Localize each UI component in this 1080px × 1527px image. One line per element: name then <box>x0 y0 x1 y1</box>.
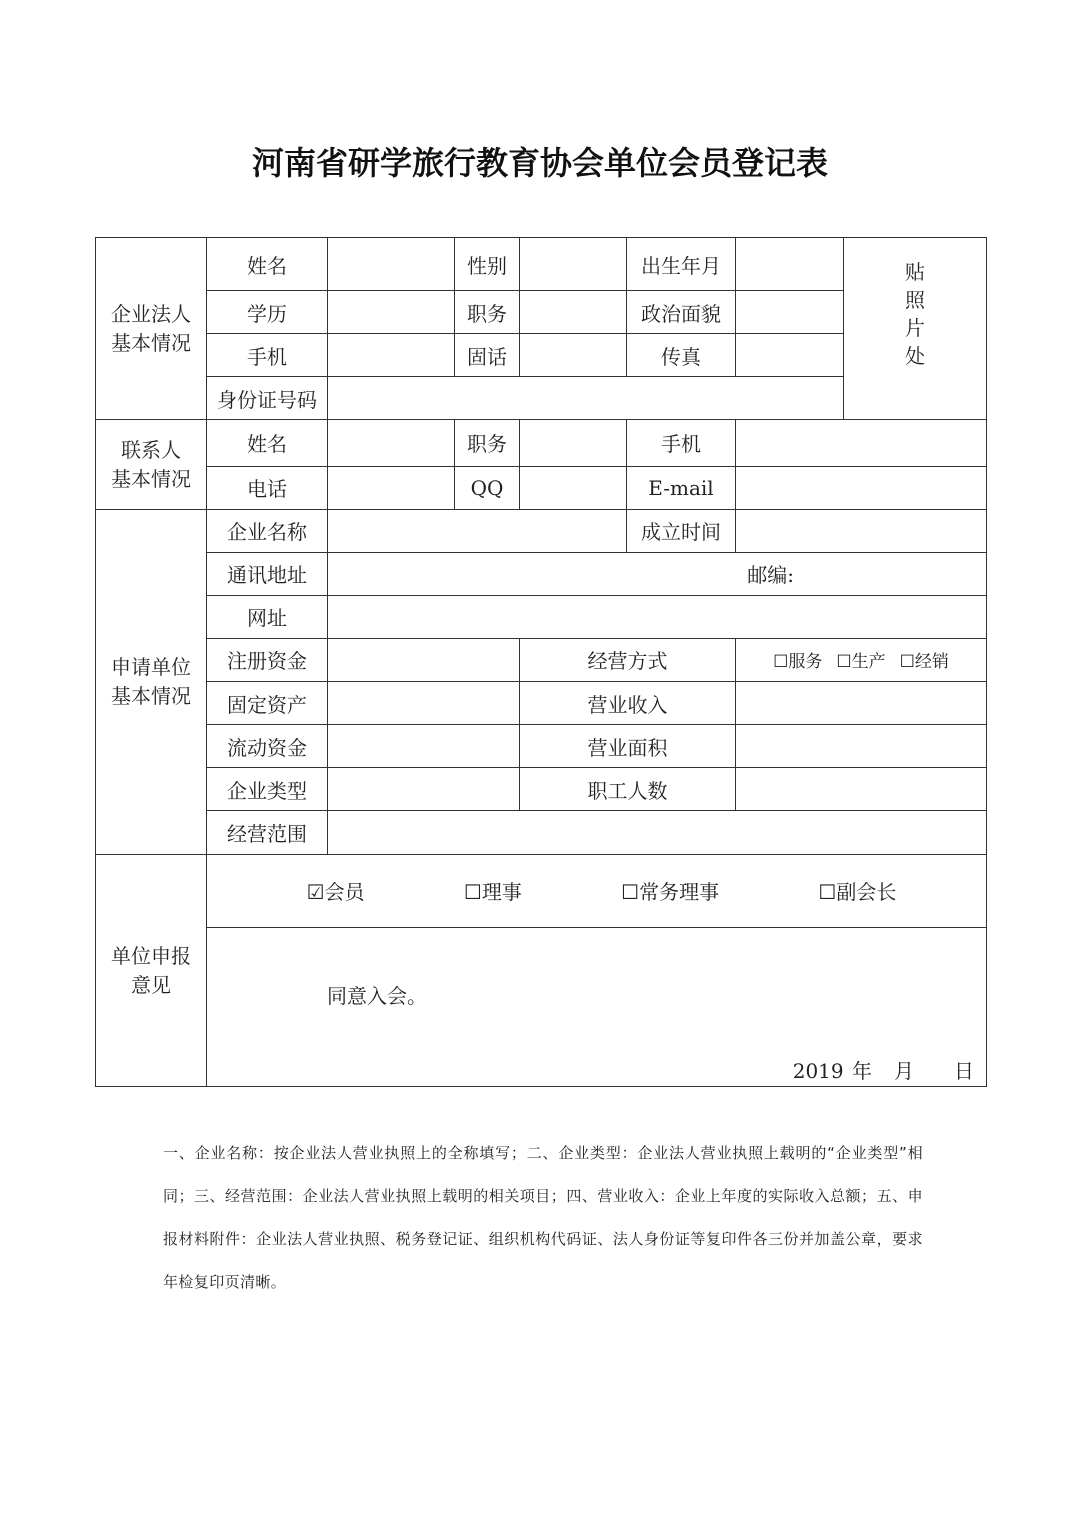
section-contact-person <box>96 420 207 509</box>
registered-capital-label: 注册资金 <box>207 638 328 681</box>
business-scope-label: 经营范围 <box>207 811 328 855</box>
business-mode-service-checkbox[interactable]: ☐服务 <box>773 652 823 673</box>
section-contact-person-label: 联系人 基本情况 <box>111 437 191 491</box>
contact-mobile-label: 手机 <box>627 420 736 466</box>
legal-id-label: 身份证号码 <box>207 377 328 420</box>
legal-mobile-field[interactable] <box>328 334 455 377</box>
registered-capital-field[interactable] <box>328 638 520 681</box>
business-area-label: 营业面积 <box>520 725 736 768</box>
section-legal-person-label: 企业法人 基本情况 <box>111 301 191 355</box>
legal-position-label: 职务 <box>455 291 520 334</box>
section-legal-person <box>96 238 207 420</box>
photo-area-label: 贴 照 片 处 <box>905 259 925 368</box>
contact-mobile-field[interactable] <box>736 420 987 466</box>
opinion-date <box>793 1055 974 1084</box>
legal-position-field[interactable] <box>520 291 627 334</box>
postcode-label: 邮编: <box>747 563 794 588</box>
membership-vice-president-checkbox[interactable]: ☐副会长 <box>818 880 897 905</box>
business-mode-options <box>736 638 987 681</box>
legal-fax-field[interactable] <box>736 334 844 377</box>
company-type-field[interactable] <box>328 768 520 811</box>
contact-name-field[interactable] <box>328 420 455 466</box>
legal-politics-field[interactable] <box>736 291 844 334</box>
business-mode-label: 经营方式 <box>520 638 736 681</box>
legal-education-label: 学历 <box>207 291 328 334</box>
revenue-label: 营业收入 <box>520 681 736 724</box>
legal-education-field[interactable] <box>328 291 455 334</box>
fixed-assets-label: 固定资产 <box>207 681 328 724</box>
legal-gender-field[interactable] <box>520 238 627 291</box>
fixed-assets-field[interactable] <box>328 681 520 724</box>
section-opinion-label: 单位申报 意见 <box>111 943 191 997</box>
contact-qq-label: QQ <box>455 466 520 509</box>
legal-birth-label: 出生年月 <box>627 238 736 291</box>
address-field[interactable] <box>328 552 987 595</box>
legal-politics-label: 政治面貌 <box>627 291 736 334</box>
business-mode-production-checkbox[interactable]: ☐生产 <box>836 652 886 673</box>
contact-name-label: 姓名 <box>207 420 328 466</box>
form-notes: 一、企业名称：按企业法人营业执照上的全称填写；二、企业类型：企业法人营业执照上载明的“企业类型”相同；三、经营范围：企业法人营业执照上载明的相关项目；四、营业收入：企业上年度的实际收入总额；五、申报材料附件：企业法人营业执照、税务登记证、组织机构代码证、法人身份证等复印件各三份并加盖公章，要求年检复印页清晰。 <box>163 1144 923 1291</box>
photo-area[interactable] <box>844 238 987 420</box>
company-name-label: 企业名称 <box>207 509 328 552</box>
contact-email-label: E-mail <box>627 466 736 509</box>
contact-phone-label: 电话 <box>207 466 328 509</box>
contact-position-label: 职务 <box>455 420 520 466</box>
legal-landline-label: 固话 <box>455 334 520 377</box>
founded-field[interactable] <box>736 509 987 552</box>
contact-position-field[interactable] <box>520 420 627 466</box>
legal-id-field[interactable] <box>328 377 844 420</box>
contact-email-field[interactable] <box>736 466 987 509</box>
legal-name-label: 姓名 <box>207 238 328 291</box>
legal-birth-field[interactable] <box>736 238 844 291</box>
date-day: 日 <box>954 1058 974 1083</box>
company-name-field[interactable] <box>328 509 627 552</box>
revenue-field[interactable] <box>736 681 987 724</box>
legal-landline-field[interactable] <box>520 334 627 377</box>
website-field[interactable] <box>328 595 987 638</box>
opinion-text: 同意入会。 <box>327 983 427 1008</box>
employees-field[interactable] <box>736 768 987 811</box>
website-label: 网址 <box>207 595 328 638</box>
founded-label: 成立时间 <box>627 509 736 552</box>
legal-gender-label: 性别 <box>455 238 520 291</box>
registration-table <box>95 237 987 1087</box>
section-opinion <box>96 855 207 1087</box>
opinion-field[interactable] <box>207 927 987 1087</box>
working-capital-label: 流动资金 <box>207 725 328 768</box>
date-year: 2019 年 <box>792 1058 872 1083</box>
membership-executive-director-checkbox[interactable]: ☐常务理事 <box>621 880 720 905</box>
date-month: 月 <box>894 1058 914 1083</box>
address-label: 通讯地址 <box>207 552 328 595</box>
legal-mobile-label: 手机 <box>207 334 328 377</box>
membership-director-checkbox[interactable]: ☐理事 <box>463 880 522 905</box>
business-scope-field[interactable] <box>328 811 987 855</box>
contact-qq-field[interactable] <box>520 466 627 509</box>
membership-type-row <box>207 855 987 927</box>
employees-label: 职工人数 <box>520 768 736 811</box>
legal-fax-label: 传真 <box>627 334 736 377</box>
business-area-field[interactable] <box>736 725 987 768</box>
section-unit-info-label: 申请单位 基本情况 <box>111 654 191 708</box>
section-unit-info <box>96 509 207 855</box>
page-title: 河南省研学旅行教育协会单位会员登记表 <box>251 144 828 182</box>
working-capital-field[interactable] <box>328 725 520 768</box>
company-type-label: 企业类型 <box>207 768 328 811</box>
contact-phone-field[interactable] <box>328 466 455 509</box>
business-mode-distribution-checkbox[interactable]: ☐经销 <box>899 652 949 673</box>
membership-member-checkbox[interactable]: ☑会员 <box>306 880 365 905</box>
legal-name-field[interactable] <box>328 238 455 291</box>
